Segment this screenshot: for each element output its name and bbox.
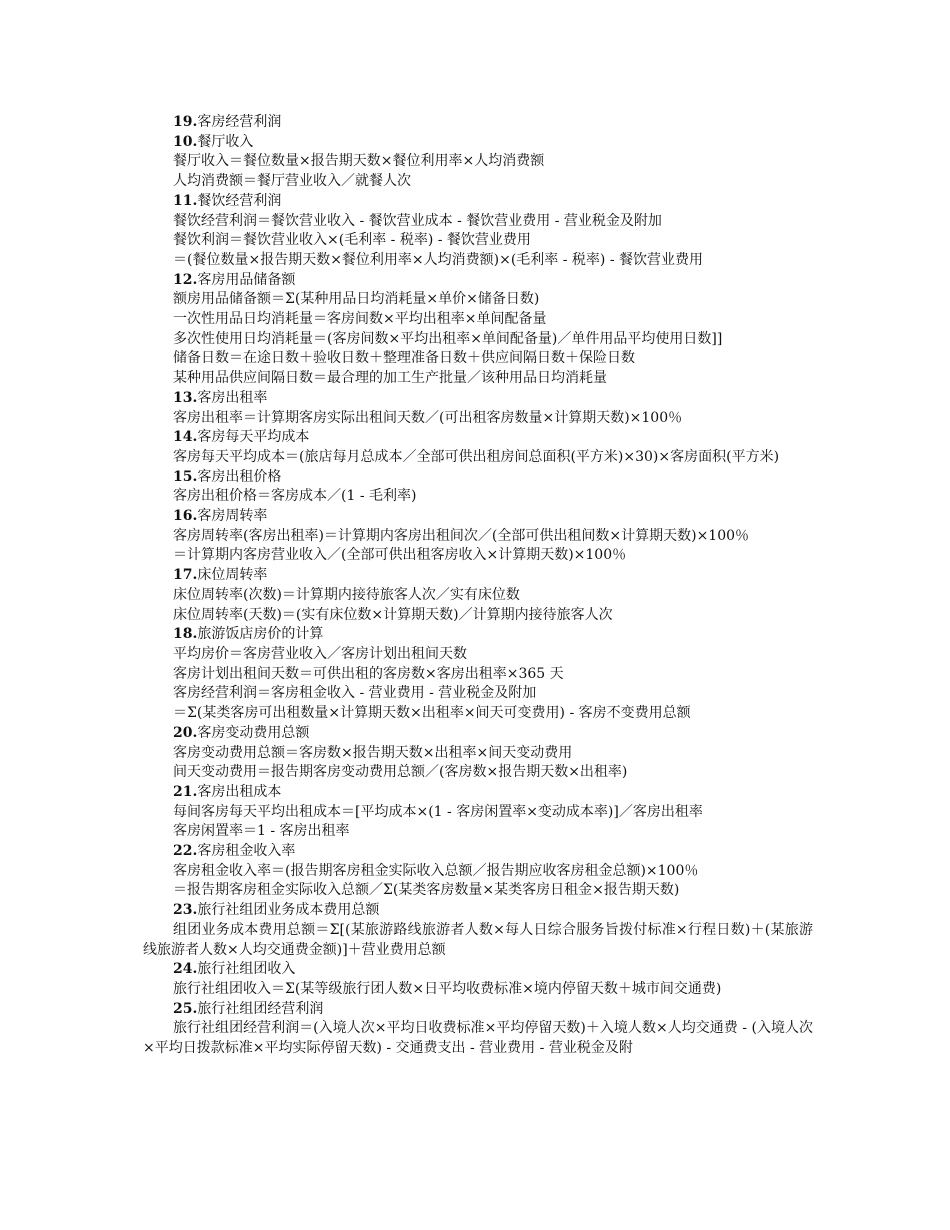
section-number: 15. xyxy=(173,468,198,485)
section-title: 客房用品储备额 xyxy=(197,271,296,288)
section-title: 客房经营利润 xyxy=(197,114,282,130)
section-heading xyxy=(143,1000,813,1020)
section-title: 旅行社组团经营利润 xyxy=(197,1000,324,1017)
section-heading xyxy=(143,566,813,586)
section-number: 24. xyxy=(173,961,198,978)
section-number: 14. xyxy=(173,429,198,446)
formula-line: 床位周转率(天数)＝(实有床位数×计算期天数)／计算期内接待旅客人次 xyxy=(173,606,613,623)
section-number: 20. xyxy=(173,724,198,741)
formula-line: 客房出租率＝计算期客房实际出租间天数／(可出租客房数量×计算期天数)×100％ xyxy=(173,409,683,426)
formula-line: 多次性使用日均消耗量＝(客房间数×平均出租率×单间配备量)／单件用品平均使用日数]] xyxy=(173,330,723,347)
formula-line: 客房出租价格＝客房成本／(1 - 毛利率) xyxy=(173,488,417,505)
section-number: 17. xyxy=(173,567,198,584)
formula-line: 客房租金收入率＝(报告期客房租金实际收入总额／报告期应收客房租金总额)×100％ xyxy=(173,862,699,879)
formula-line: ＝Σ(某类客房可出租数量×计算期天数×出租率×间天可变费用) - 客房不变费用总额 xyxy=(173,705,691,722)
section-title: 客房每天平均成本 xyxy=(197,429,310,446)
formula-paragraph: 客房每天平均成本＝(旅店每月总成本／全部可供出租房间总面积(平方米)×30)×客房面积(平方米) xyxy=(173,448,780,465)
section-heading xyxy=(143,468,813,488)
formula-line: 储备日数＝在途日数＋验收日数＋整理准备日数＋供应间隔日数＋保险日数 xyxy=(173,350,635,367)
formula-line: 客房变动费用总额＝客房数×报告期天数×出租率×间天变动费用 xyxy=(173,744,573,761)
section-heading xyxy=(143,192,813,212)
section-number: 18. xyxy=(173,626,198,643)
section-title: 客房租金收入率 xyxy=(197,843,296,860)
section-heading xyxy=(143,271,813,291)
section-title: 旅行社组团收入 xyxy=(197,961,296,978)
section-number: 13. xyxy=(173,389,198,406)
section-heading xyxy=(143,960,813,980)
section-title: 客房变动费用总额 xyxy=(197,724,310,741)
formula-line: 某种用品供应间隔日数＝最合理的加工生产批量／该种用品日均消耗量 xyxy=(173,370,607,387)
formula-line: ＝计算期内客房营业收入／(全部可供出租客房收入×计算期天数)×100％ xyxy=(173,547,627,564)
section-heading xyxy=(143,625,813,645)
formula-line: 人均消费额＝餐厅营业收入／就餐人次 xyxy=(173,173,411,190)
formula-line: 一次性用品日均消耗量＝客房间数×平均出租率×单间配备量 xyxy=(173,311,547,328)
formula-paragraph: 客房周转率(客房出租率)＝计算期内客房出租间次／(全部可供出租间数×计算期天数)×100％ xyxy=(173,527,750,544)
section-heading xyxy=(143,113,813,133)
formula-line: 旅行社组团收入＝Σ(某等级旅行团人数×日平均收费标准×境内停留天数＋城市间交通费) xyxy=(173,980,722,997)
formula-line: 客房经营利润＝客房租金收入 - 营业费用 - 营业税金及附加 xyxy=(173,685,537,702)
formula-paragraph: 组团业务成本费用总额＝Σ[(某旅游路线旅游者人数×每人日综合服务旨拨付标准×行程日数)＋(某旅游线旅游者人数×人均交通费金额)]＋营业费用总额 xyxy=(143,921,813,958)
section-number: 25. xyxy=(173,1000,198,1017)
section-title: 餐厅收入 xyxy=(197,133,254,150)
formula-line: ＝报告期客房租金实际收入总额／Σ(某类客房数量×某类客房日租金×报告期天数) xyxy=(173,882,680,899)
formula-line: 额房用品储备额＝Σ(某种用品日均消耗量×单价×储备日数) xyxy=(173,291,540,308)
formula-line: 客房计划出租间天数＝可供出租的客房数×客房出租率×365 天 xyxy=(173,665,564,682)
section-title: 旅行社组团业务成本费用总额 xyxy=(197,902,380,919)
section-title: 客房出租率 xyxy=(197,389,268,406)
section-number: 19. xyxy=(173,114,198,130)
section-heading xyxy=(143,724,813,744)
section-number: 22. xyxy=(173,843,198,860)
formula-line: 餐厅收入＝餐位数量×报告期天数×餐位利用率×人均消费额 xyxy=(173,153,545,170)
section-heading xyxy=(143,133,813,153)
section-number: 11. xyxy=(173,192,198,209)
formula-line: 餐饮经营利润＝餐饮营业收入 - 餐饮营业成本 - 餐饮营业费用 - 营业税金及附加 xyxy=(173,212,662,229)
section-title: 餐饮经营利润 xyxy=(197,192,282,209)
formula-line: 餐饮利润＝餐饮营业收入×(毛利率 - 税率) - 餐饮营业费用 xyxy=(173,232,531,249)
section-number: 16. xyxy=(173,508,198,525)
formula-line: 平均房价＝客房营业收入／客房计划出租间天数 xyxy=(173,645,467,662)
section-heading xyxy=(143,842,813,862)
section-heading xyxy=(143,783,813,803)
section-title: 床位周转率 xyxy=(197,567,268,584)
formula-line: 每间客房每天平均出租成本＝[平均成本×(1 - 客房闲置率×变动成本率)]／客房出租率 xyxy=(173,803,703,820)
formula-paragraph: 旅行社组团经营利润＝(入境人次×平均日收费标准×平均停留天数)＋入境人数×人均交通费 - (入境人次×平均日拨款标准×平均实际停留天数) - 交通费支出 - 营业费用 - 营业税金及附 xyxy=(143,1020,813,1057)
formula-line: 床位周转率(次数)＝计算期内接待旅客人次／实有床位数 xyxy=(173,586,520,603)
formula-line: 客房闲置率＝1 - 客房出租率 xyxy=(173,823,350,840)
section-title: 客房出租成本 xyxy=(197,783,282,800)
section-number: 21. xyxy=(173,783,198,800)
section-heading xyxy=(143,428,813,448)
formula-line: ＝(餐位数量×报告期天数×餐位利用率×人均消费额)×(毛利率 - 税率) - 餐饮营业费用 xyxy=(173,251,704,268)
section-title: 客房出租价格 xyxy=(197,468,282,485)
section-heading xyxy=(143,389,813,409)
section-title: 客房周转率 xyxy=(197,508,268,525)
section-number: 10. xyxy=(173,133,198,150)
section-number: 12. xyxy=(173,271,198,288)
document-body xyxy=(143,113,813,1059)
section-heading xyxy=(143,507,813,527)
section-heading xyxy=(143,901,813,921)
formula-line: 间天变动费用＝报告期客房变动费用总额／(客房数×报告期天数×出租率) xyxy=(173,764,628,781)
section-title: 旅游饭店房价的计算 xyxy=(197,626,324,643)
section-number: 23. xyxy=(173,902,198,919)
